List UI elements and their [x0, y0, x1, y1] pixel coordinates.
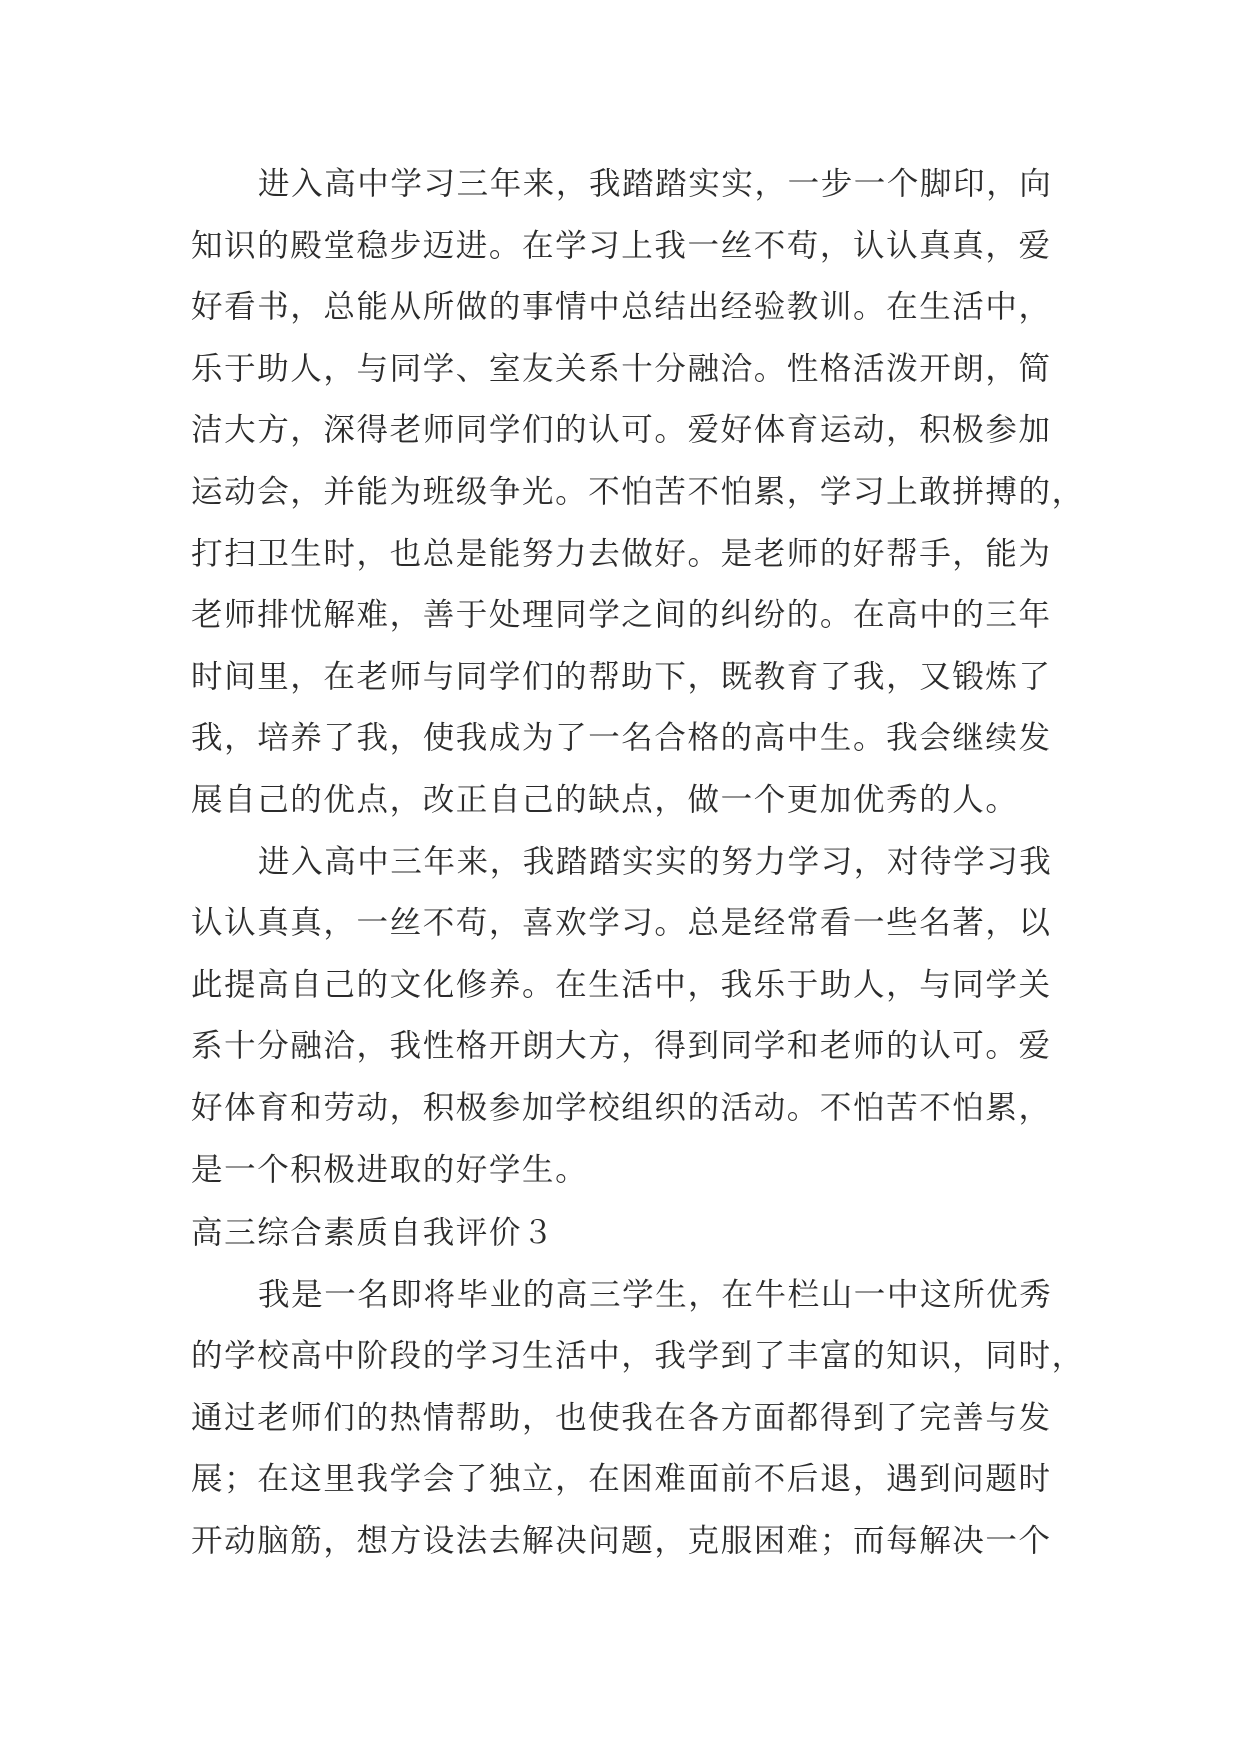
- paragraph-1-line: 好看书，总能从所做的事情中总结出经验教训。在生活中，: [191, 289, 1052, 326]
- paragraph-1-line: 我，培养了我，使我成为了一名合格的高中生。我会继续发: [191, 720, 1052, 757]
- paragraph-3-line: 通过老师们的热情帮助，也使我在各方面都得到了完善与发: [191, 1399, 1052, 1436]
- paragraph-1-line: 洁大方，深得老师同学们的认可。爱好体育运动，积极参加: [191, 412, 1052, 449]
- paragraph-1-line: 乐于助人，与同学、室友关系十分融洽。性格活泼开朗，简: [191, 350, 1052, 387]
- paragraph-1-line: 知识的殿堂稳步迈进。在学习上我一丝不苟，认认真真，爱: [191, 227, 1052, 264]
- body-text-lower: [191, 1265, 1085, 1573]
- body-text-upper: [191, 154, 1085, 1201]
- paragraph-1-line: 运动会，并能为班级争光。不怕苦不怕累，学习上敢拼搏的，: [191, 473, 1085, 510]
- paragraph-2-line: 是一个积极进取的好学生。: [191, 1151, 589, 1188]
- paragraph-2-line: 系十分融洽，我性格开朗大方，得到同学和老师的认可。爱: [191, 1028, 1052, 1065]
- paragraph-2-line: 进入高中三年来，我踏踏实实的努力学习，对待学习我: [258, 843, 1053, 880]
- paragraph-1-line: 展自己的优点，改正自己的缺点，做一个更加优秀的人。: [191, 781, 1019, 818]
- paragraph-3-line: 开动脑筋，想方设法去解决问题，克服困难；而每解决一个: [191, 1522, 1052, 1559]
- section-heading: 高三综合素质自我评价３: [191, 1215, 556, 1251]
- paragraph-1-line: 打扫卫生时，也总是能努力去做好。是老师的好帮手，能为: [191, 535, 1052, 572]
- paragraph-2-line: 此提高自己的文化修养。在生活中，我乐于助人，与同学关: [191, 966, 1052, 1003]
- paragraph-3-line: 我是一名即将毕业的高三学生，在牛栏山一中这所优秀: [258, 1276, 1053, 1313]
- paragraph-1-line: 时间里，在老师与同学们的帮助下，既教育了我，又锻炼了: [191, 658, 1052, 695]
- paragraph-2-line: 认认真真，一丝不苟，喜欢学习。总是经常看一些名著，以: [191, 905, 1052, 942]
- paragraph-3-line: 展；在这里我学会了独立，在困难面前不后退，遇到问题时: [191, 1461, 1052, 1498]
- paragraph-1-line: 老师排忧解难，善于处理同学之间的纠纷的。在高中的三年: [191, 597, 1052, 634]
- paragraph-2-line: 好体育和劳动，积极参加学校组织的活动。不怕苦不怕累，: [191, 1089, 1052, 1126]
- paragraph-1-line: 进入高中学习三年来，我踏踏实实，一步一个脚印，向: [258, 166, 1053, 202]
- paragraph-3-line: 的学校高中阶段的学习生活中，我学到了丰富的知识，同时，: [191, 1338, 1085, 1375]
